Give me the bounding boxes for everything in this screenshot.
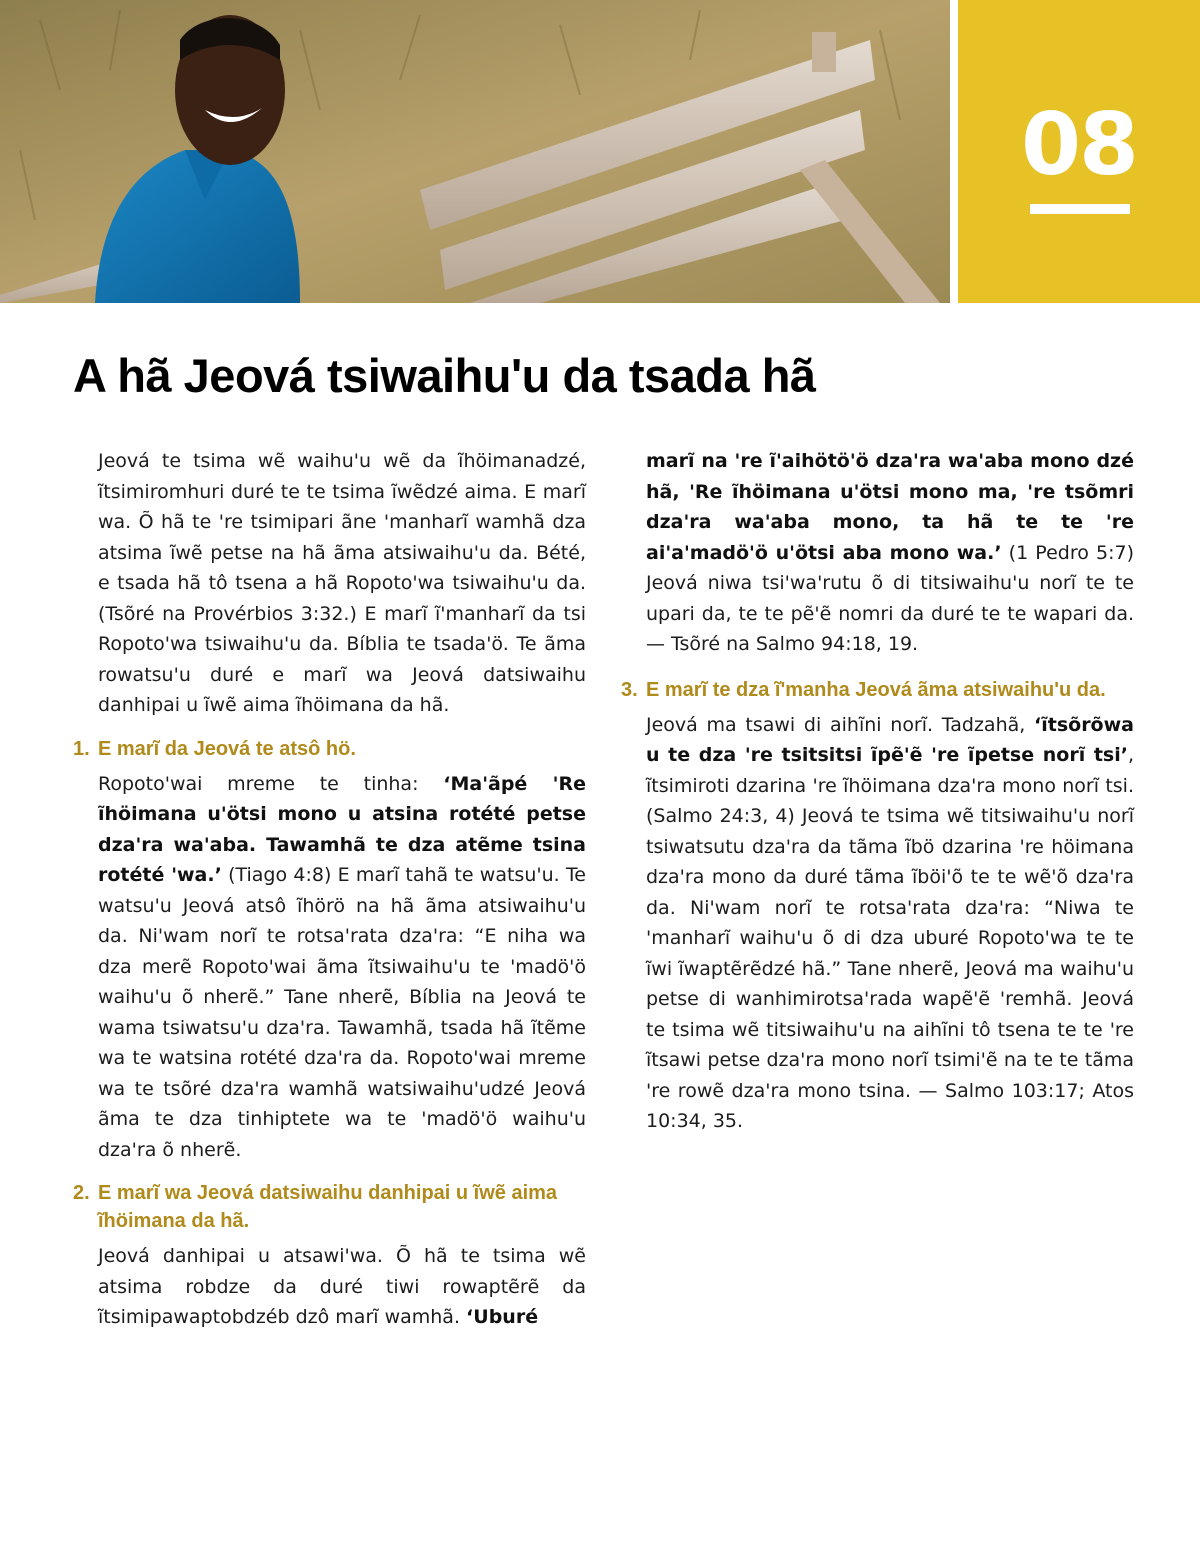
page-title: A hã Jeová tsiwaihu'u da tsada hã xyxy=(73,349,816,402)
body-text: , ĩtsimiroti dzarina 're ĩhöimana dza'ra mono norĩ tsi. (Salmo 24:3, 4) Jeová te tsima wẽ titsiwaihu'u norĩ tsiwatsutu dza'ra da tãma ĩbö dzarina 're höimana dza'ra mono da duré tãma ĩböi'õ te te wẽ'õ dza'ra da. Ni'wam norĩ te rotsa'rata dza'ra: “Niwa te 'manharĩ waihu'u õ di dza uburé Ropoto'wa te te ĩwi ĩwaptẽrẽdzé hã.” Tane nherẽ, Jeová ma waihu'u petse di wanhimirotsa'rada wapẽ'ẽ 'remhã. Jeová te tsima wẽ titsiwaihu'u na aihĩni tô tsena te te 're ĩtsawi petse dza'ra mono norĩ tsimi'ẽ na te te tãma 're rowẽ dza'ra mono tsina. — Salmo 103:17; Atos 10:34, 35. xyxy=(646,744,1134,1132)
section-heading-3 xyxy=(621,676,1134,704)
right-column xyxy=(621,446,1134,1137)
chapter-underline xyxy=(1030,204,1130,214)
hero-illustration xyxy=(0,0,950,303)
section-heading-2 xyxy=(73,1179,586,1235)
scripture-quote: marĩ na 're ĩ'aihötö'ö dza'ra wa'aba mono dzé hã, 'Re ĩhöimana u'ötsi mono ma, 're tsõmri dza'ra wa'aba mono, ta hã te te 're ai'a'madö'ö u'ötsi aba mono wa.’ xyxy=(646,450,1134,564)
scripture-quote: ‘Uburé xyxy=(466,1306,539,1328)
section-body-2-continued xyxy=(646,446,1134,660)
section-heading-text: E marĩ da Jeová te atsô hö. xyxy=(98,737,356,760)
section-heading-text: E marĩ wa Jeová datsiwaihu danhipai u ĩwẽ aima ĩhöimana da hã. xyxy=(98,1182,558,1232)
body-text: Ropoto'wai mreme te tinha: xyxy=(98,772,444,795)
body-text: Jeová danhipai u atsawi'wa. Õ hã te tsima wẽ atsima robdze da duré tiwi rowaptẽrẽ da ĩtsimipawaptobdzéb dzô marĩ wamhã. xyxy=(98,1245,586,1328)
section-body-1 xyxy=(98,769,586,1166)
section-body-2 xyxy=(98,1241,586,1333)
section-heading-1 xyxy=(73,735,586,763)
section-number: 1. xyxy=(73,737,90,760)
body-text: (1 Pedro 5:7) Jeová niwa tsi'wa'rutu õ di titsiwaihu'u norĩ te te upari da, te te pẽ'ẽ nomri da duré te te wapari da. — Tsõré na Salmo 94:18, 19. xyxy=(646,541,1134,655)
chapter-badge xyxy=(958,0,1200,303)
chapter-number: 08 xyxy=(1021,95,1137,195)
section-body-3 xyxy=(646,710,1134,1137)
section-number: 3. xyxy=(621,678,638,701)
body-text: Jeová ma tsawi di aihĩni norĩ. Tadzahã, xyxy=(646,713,1035,736)
scripture-quote: ‘ĩtsõrõwa u te dza 're tsitsitsi ĩpẽ'ẽ 're ĩpetse norĩ tsi’ xyxy=(646,713,1134,766)
body-text: (Tiago 4:8) E marĩ tahã te watsu'u. Te watsu'u Jeová atsô ĩhörö na hã ãma atsiwaihu'u da. Ni'wam norĩ te rotsa'rata dza'ra: “E niha wa dza merẽ Ropoto'wai ãma ĩtsiwaihu'u te 'madö'ö waihu'u õ nherẽ.” Tane nherẽ, Bíblia na Jeová te wama tsiwatsu'u dza'ra. Tawamhã, tsada hã ĩtẽme wa te watsina rotété dza'ra da. Ropoto'wai mreme wa te tsõré dza'ra wamhã watsiwaihu'udzé Jeová ãma te dza tinhiptete wa te 'madö'ö waihu'u dza'ra õ nherẽ. xyxy=(98,864,586,1161)
scripture-quote: ‘Ma'ãpé 'Re ĩhöimana u'ötsi mono u atsina rotété petse dza'ra wa'aba. Tawamhã te dza atẽme tsina rotété 'wa.’ xyxy=(98,772,586,886)
hero-photo xyxy=(0,0,950,303)
left-column xyxy=(73,446,586,1333)
intro-paragraph: Jeová te tsima wẽ waihu'u wẽ da ĩhöimanadzé, ĩtsimiromhuri duré te te tsima ĩwẽdzé aima. E marĩ wa. Õ hã te 're tsimipari ãne 'manharĩ wamhã dza atsima ĩwẽ petse na hã ãma atsiwaihu'u da. Bété, e tsada hã tô tsena a hã Ropoto'wa tsiwaihu'u da. (Tsõré na Provérbios 3:32.) E marĩ ĩ'manharĩ da tsi Ropoto'wa tsiwaihu'u da. Bíblia te tsada'ö. Te ãma rowatsu'u duré e marĩ wa Jeová datsiwaihu danhipai u ĩwẽ aima ĩhöimana da hã. xyxy=(98,450,586,716)
section-number: 2. xyxy=(73,1182,90,1204)
section-heading-text: E marĩ te dza ĩ'manha Jeová ãma atsiwaihu'u da. xyxy=(646,678,1106,701)
